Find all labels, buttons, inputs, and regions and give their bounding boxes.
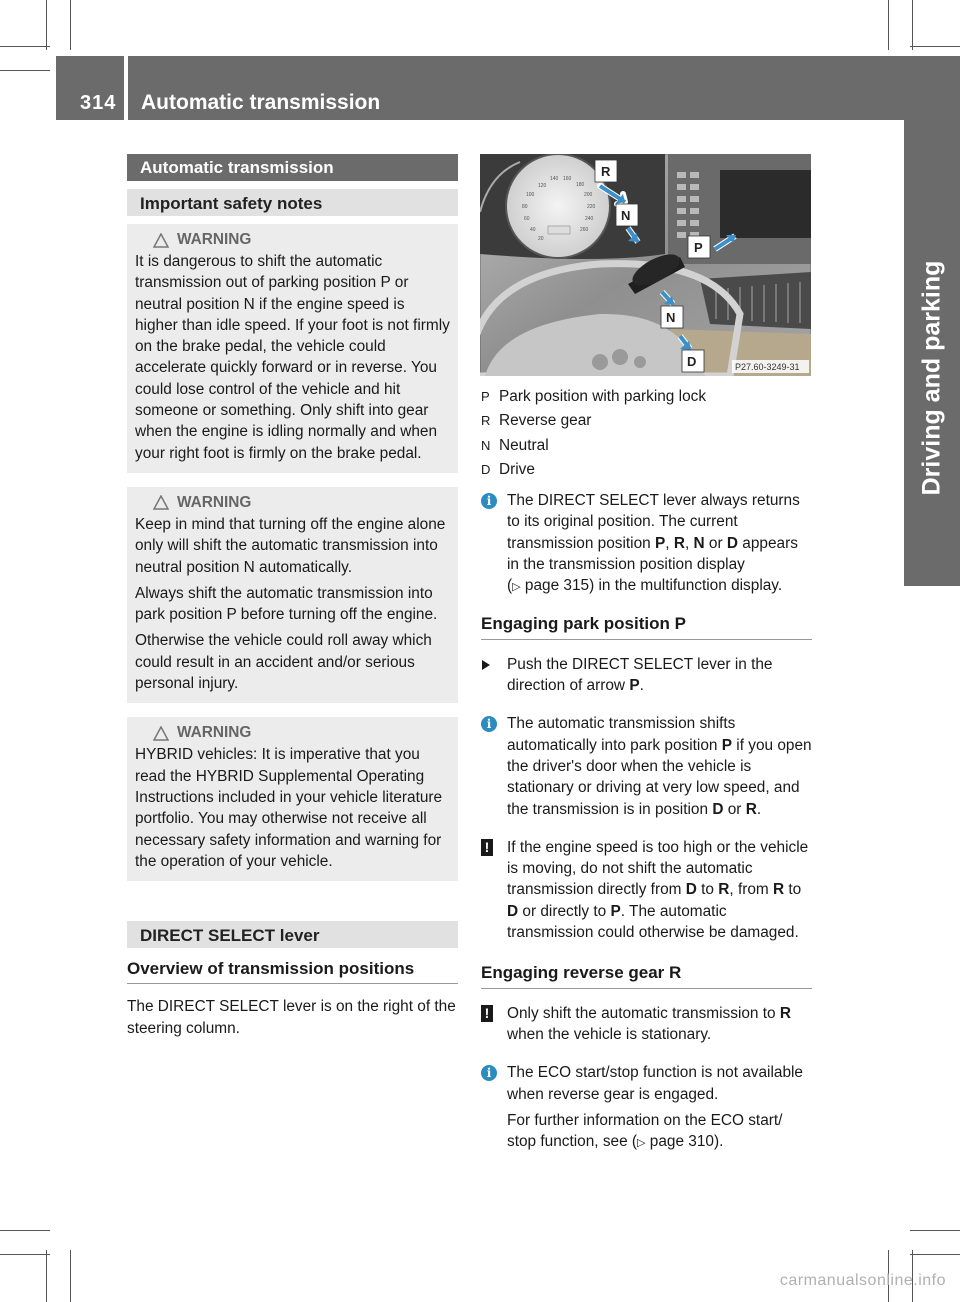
warning-text: HYBRID vehicles: It is imperative that you read the HYBRID Supplemental Operating Instructions included in your vehicle literature portfolio. You may otherwise not receive all necessary safety information and warning for the operation of your vehicle. [135,746,443,870]
caution-text: If the engine speed is too high or the vehicle is moving, do not shift the automatic transmission directly from D to R, from R to D or directly to P. The automatic transmission could otherwise be damaged. [507,838,809,942]
right-column [481,384,812,1159]
note-text: The automatic transmission shifts automatically into park position P if you open the driver's door when the vehicle is stationary or driving at very low speed, and the transmission is in position D or R. [507,715,812,818]
page-title: Automatic transmission [141,91,381,114]
speedo-tick: 20 [538,236,544,242]
position-label-p: P [694,240,703,255]
position-label: Reverse gear [499,412,592,430]
note-text: The ECO start/stop function is not available when reverse gear is engaged. [507,1064,803,1103]
speedo-tick: 220 [587,204,596,210]
header-divider [124,56,128,120]
crop-mark [70,1250,71,1302]
caution-text: Only shift the automatic transmission to R when the vehicle is stationary. [507,1004,791,1043]
step-text: Push the DIRECT SELECT lever in the direction of arrow P. [507,655,773,695]
crop-mark [0,46,50,47]
warning-box [127,224,458,473]
warning-text: Otherwise the vehicle could roll away which could result in an accident and/or serious personal injury. [135,632,432,693]
warning-heading [135,229,450,251]
overview-heading: Overview of transmission positions [127,958,458,984]
position-row [481,409,812,434]
warning-label: WARNING [177,231,252,248]
info-icon: i [481,493,497,509]
crop-mark [910,1230,960,1231]
position-label: Neutral [499,436,549,454]
speedo-tick: 200 [584,192,593,198]
position-row [481,384,812,409]
warning-label: WARNING [177,724,252,742]
page-number: 314 [80,92,117,114]
instruction-step [481,654,812,702]
warning-box [127,487,458,703]
speedo-tick: 180 [576,182,585,188]
lever-title: DIRECT SELECT lever [127,921,458,948]
heading-park: Engaging park position P [481,613,812,639]
crop-mark [70,0,71,50]
caution-icon: ! [481,839,493,856]
warning-heading [135,722,450,744]
position-label-n-lower: N [666,310,676,325]
crop-mark [0,1230,50,1231]
info-note [481,713,812,824]
position-label: Drive [499,461,535,479]
note-text: For further information on the ECO start/ stop function, see (▷ page 310). [507,1110,812,1155]
page-ref-arrow-icon: ▷ [512,581,521,594]
position-key: P [481,388,490,404]
caution-note [481,837,812,948]
warning-heading [135,492,450,514]
dashboard-photo [480,154,811,376]
heading-reverse: Engaging reverse gear R [481,962,812,988]
warning-triangle-icon [153,233,169,248]
side-tab-label: Driving and parking [917,260,946,496]
position-row [481,458,812,483]
position-row [481,433,812,458]
warning-triangle-icon [153,495,169,510]
speedo-tick: 140 [550,176,559,182]
crop-mark [912,0,913,50]
crop-mark [0,70,50,71]
crop-mark [888,0,889,50]
info-note [481,490,812,603]
position-key: N [481,437,491,453]
position-label-d: D [687,354,697,369]
warning-triangle-icon [153,726,169,741]
caution-note [481,1003,812,1051]
warning-text: Keep in mind that turning off the engine alone only will shift the automatic transmission into neutral position N automatically. [135,515,446,576]
warning-label: WARNING [177,493,252,511]
speedo-tick: 40 [530,227,536,233]
crop-mark [910,1254,960,1255]
crop-mark [46,1250,47,1302]
crop-mark [910,46,960,47]
section-title: Automatic transmission [127,154,458,181]
info-icon: i [481,1065,497,1081]
position-key: R [481,413,491,429]
step-arrow-icon [481,659,491,671]
crop-mark [46,0,47,50]
page-ref-arrow-icon: ▷ [637,1137,646,1150]
crop-mark [0,1254,50,1255]
figure-id: P27.60-3249-31 [735,362,800,372]
position-key: D [481,462,491,478]
info-note [481,1062,812,1159]
overview-text: The DIRECT SELECT lever is on the right of the steering column. [127,998,456,1037]
speedo-tick: 240 [585,216,594,222]
warning-text: Always shift the automatic transmission into park position P before turning off the engine. [135,584,438,624]
warning-box [127,717,458,881]
info-icon: i [481,716,497,732]
position-label-r: R [601,164,611,179]
left-column [127,154,458,1039]
speedo-tick: 100 [526,192,535,198]
caution-icon: ! [481,1005,493,1022]
speedo-tick: 60 [524,216,530,222]
warning-text: It is dangerous to shift the automatic transmission out of parking position P or neutral position N if the engine speed is higher than idle speed. If your foot is not firmly on the brake pedal, the vehicle could accelerate quickly forward or in reverse. You could lose control of the vehicle and hit someone or something. Only shift into gear when the engine is idling normally and when your right foot is firmly on the brake pedal. [135,253,450,462]
note-text: The DIRECT SELECT lever always returns to its original position. The current transmission position P, R, N or D appears in the transmission position display (▷ page 315) in the multifunction display. [507,490,812,598]
watermark: carmanualsonline.info [779,1272,946,1289]
speedo-tick: 120 [538,183,547,189]
speedo-tick: 260 [580,227,589,233]
speedo-tick: 80 [522,204,528,210]
position-label-n: N [621,208,631,223]
speedo-tick: 160 [563,176,572,182]
position-label: Park position with parking lock [499,387,707,405]
subsection-title: Important safety notes [127,189,458,216]
display-screen [720,170,811,238]
